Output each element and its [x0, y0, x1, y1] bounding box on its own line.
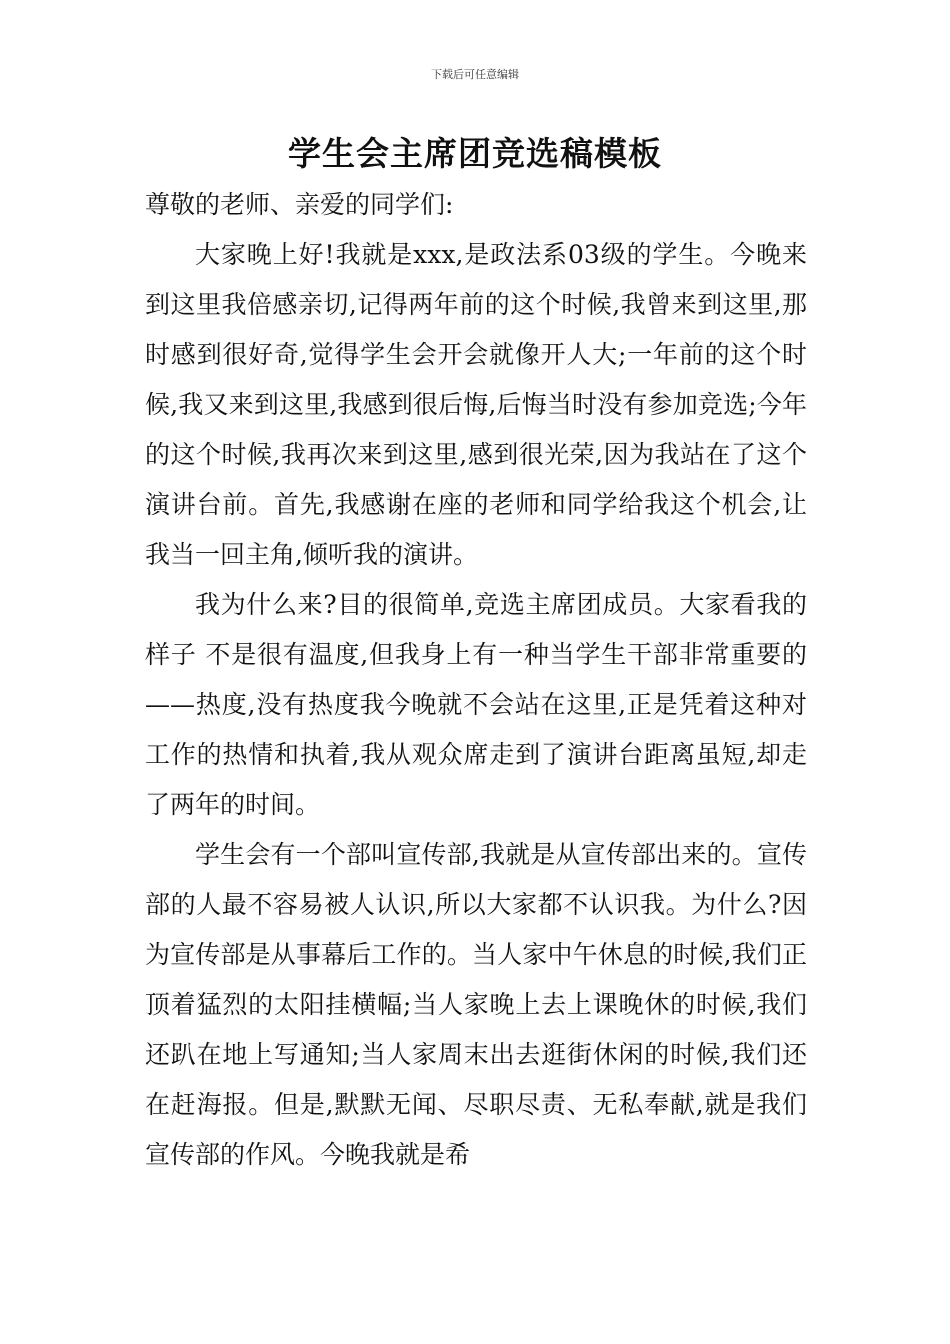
header-note: 下载后可任意编辑 — [431, 68, 519, 81]
document-body — [145, 180, 807, 1180]
paragraph-3: 学生会有一个部叫宣传部,我就是从宣传部出来的。宣传部的人最不容易被人认识,所以大家都不认识我。为什么?因为宣传部是从事幕后工作的。当人家中午休息的时候,我们正顶着猛烈的太阳挂横幅;当人家晚上去上课晚休的时候,我们还趴在地上写通知;当人家周末出去逛街休闲的时候,我们还在赶海报。但是,默默无闻、尽职尽责、无私奉献,就是我们宣传部的作风。今晚我就是希 — [145, 840, 807, 1169]
salutation: 尊敬的老师、亲爱的同学们: — [145, 190, 454, 219]
paragraph-1: 大家晚上好!我就是xxx,是政法系03级的学生。今晚来到这里我倍感亲切,记得两年前的这个时候,我曾来到这里,那时感到很好奇,觉得学生会开会就像开人大;一年前的这个时候,我又来到这里,我感到很后悔,后悔当时没有参加竞选;今年的这个时候,我再次来到这里,感到很光荣,因为我站在了这个演讲台前。首先,我感谢在座的老师和同学给我这个机会,让我当一回主角,倾听我的演讲。 — [145, 240, 807, 569]
paragraph-2: 我为什么来?目的很简单,竞选主席团成员。大家看我的样子 不是很有温度,但我身上有一种当学生干部非常重要的——热度,没有热度我今晚就不会站在这里,正是凭着这种对工作的热情和执着,我从观众席走到了演讲台距离虽短,却走了两年的时间。 — [145, 590, 807, 819]
document-title: 学生会主席团竞选稿模板 — [288, 134, 662, 173]
